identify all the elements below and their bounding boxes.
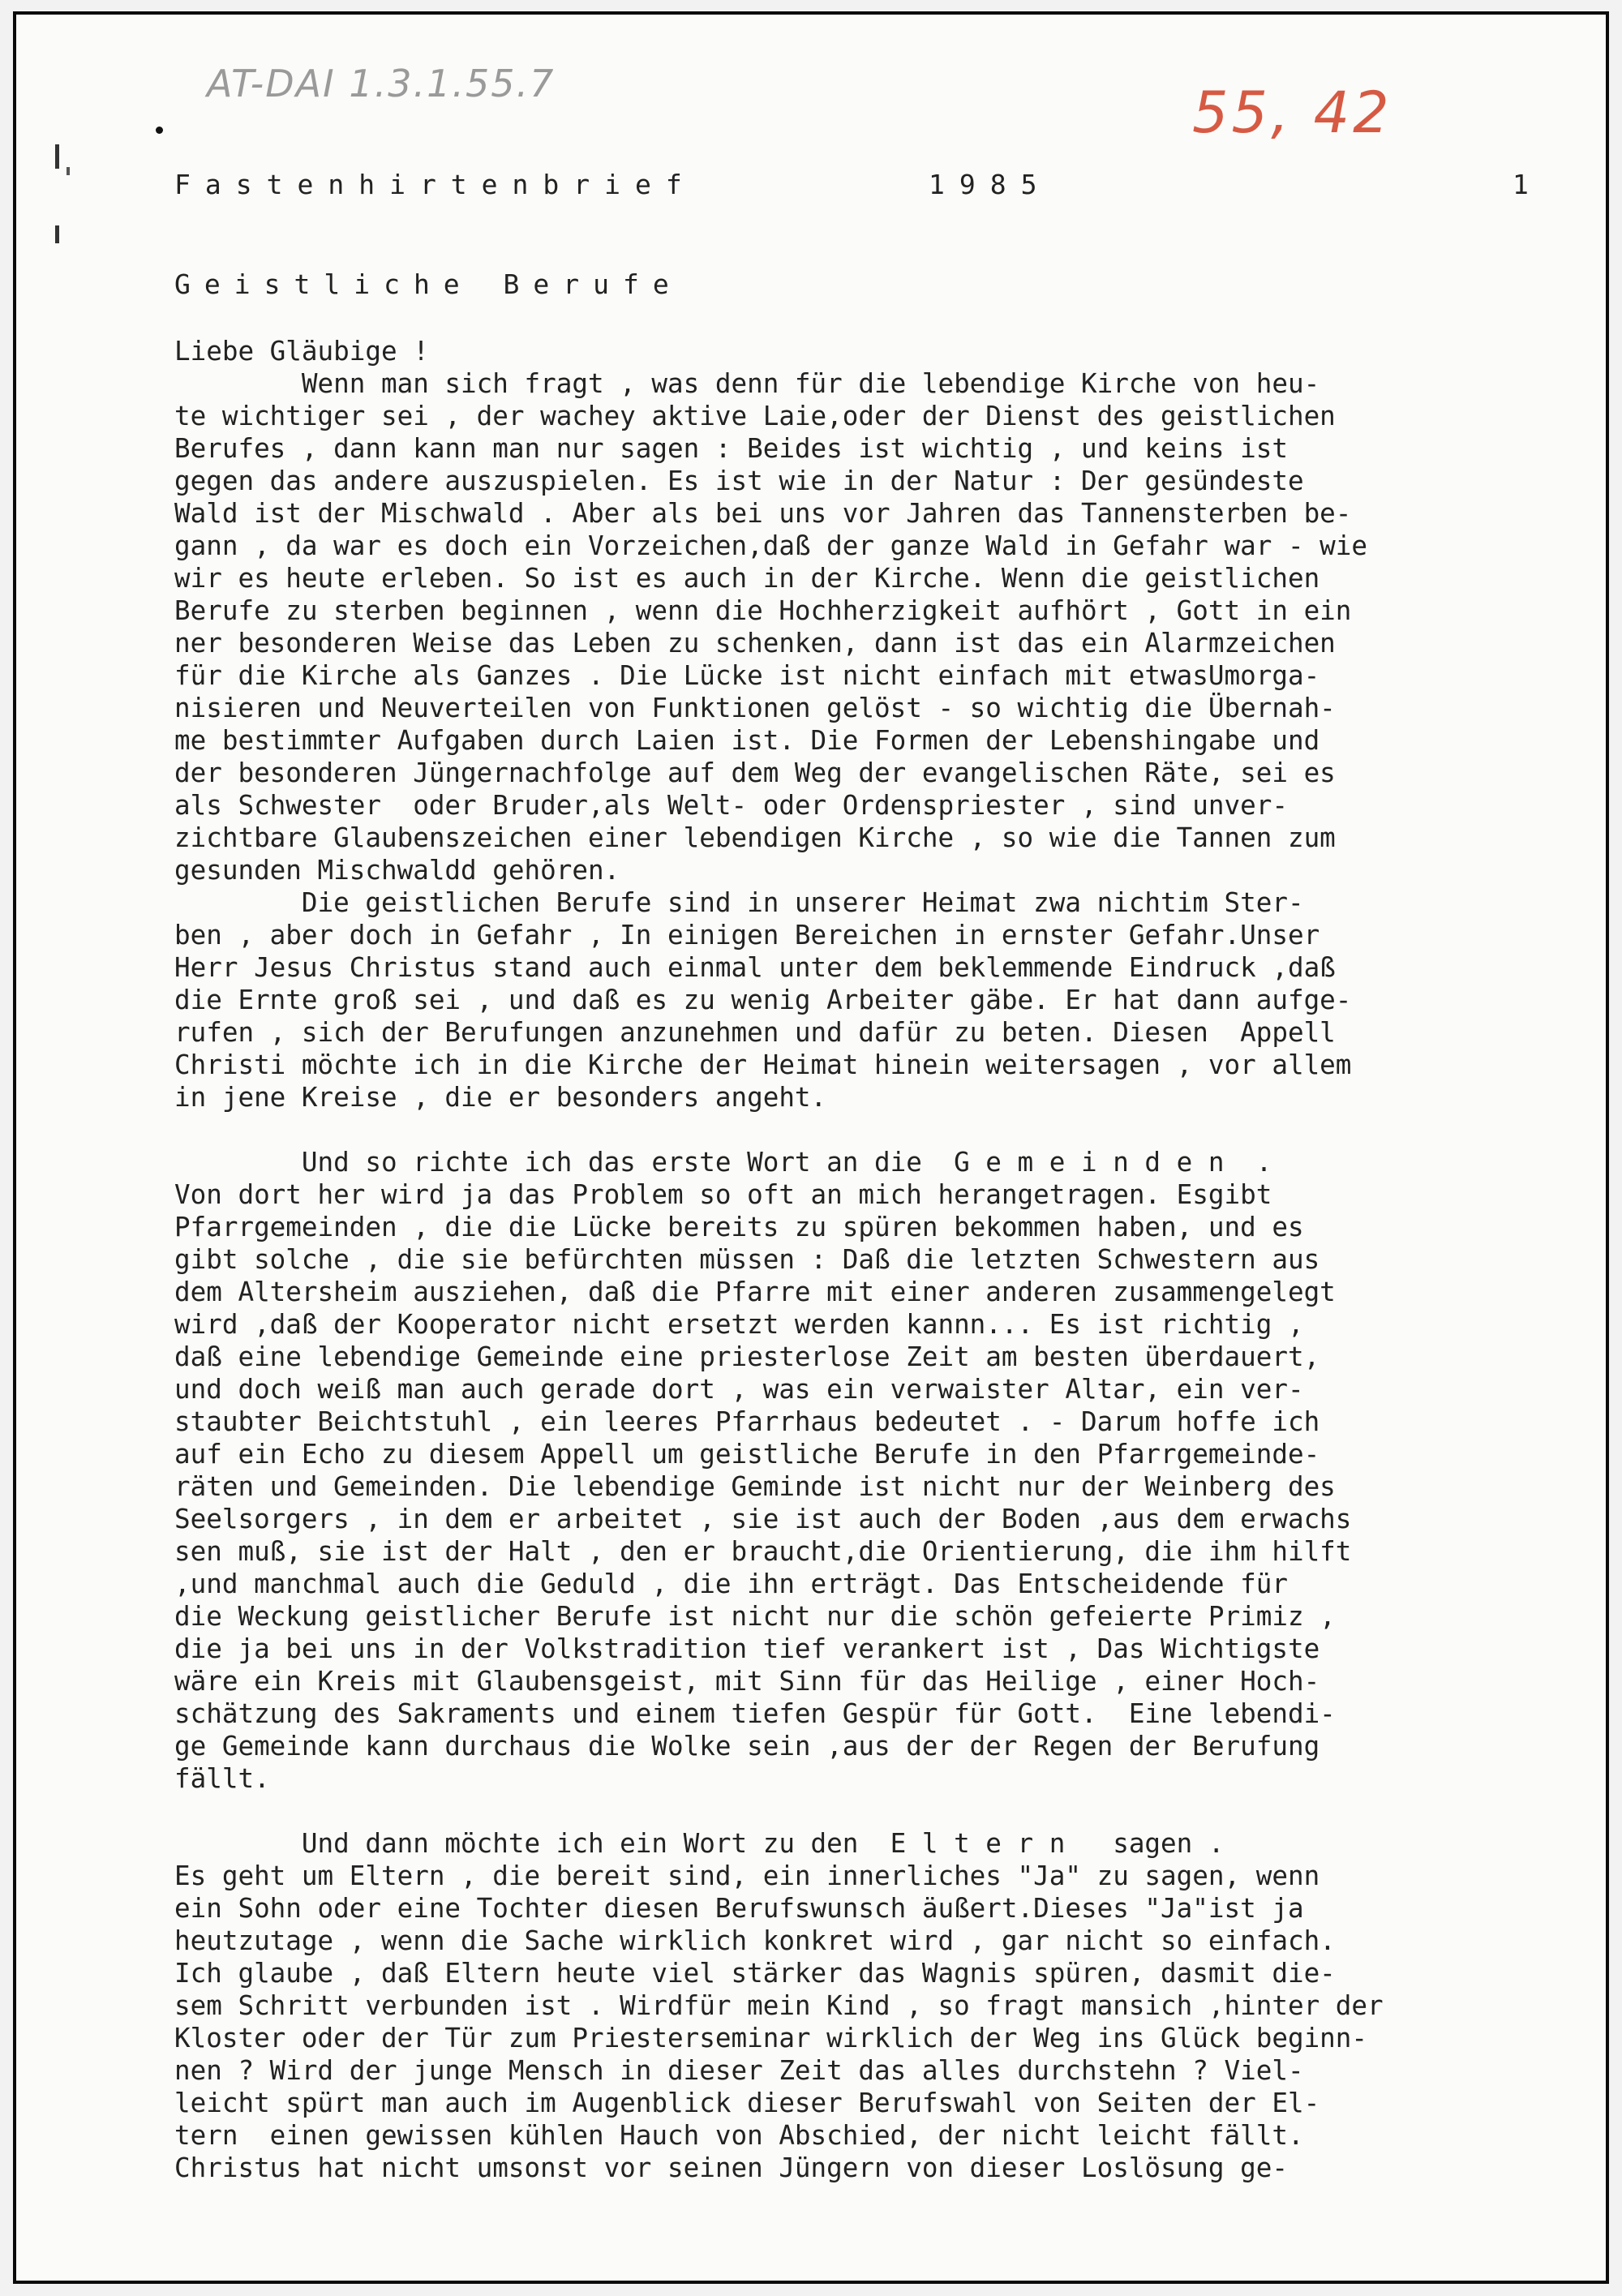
document-year: 1985	[929, 169, 1052, 200]
text-line: nen ? Wird der junge Mensch in dieser Zeit das alles durchstehn ? Viel-	[174, 2055, 1304, 2086]
ink-dot	[156, 127, 163, 134]
text-line: Kloster oder der Tür zum Priesterseminar wirklich der Weg ins Glück beginn-	[174, 2023, 1368, 2054]
page-number: 1	[1513, 169, 1529, 200]
text-line: Berufes , dann kann man nur sagen : Beides ist wichtig , und keins ist	[174, 433, 1288, 464]
text-line: wird ,daß der Kooperator nicht ersetzt werden kannn... Es ist richtig ,	[174, 1309, 1304, 1340]
text-line: ,und manchmal auch die Geduld , die ihn erträgt. Das Entscheidende für	[174, 1569, 1288, 1599]
text-line: Christi möchte ich in die Kirche der Heimat hinein weitersagen , vor allem	[174, 1049, 1352, 1080]
text-line: staubter Beichtstuhl , ein leeres Pfarrhaus bedeutet . - Darum hoffe ich	[174, 1406, 1320, 1437]
text-line: sem Schritt verbunden ist . Wirdfür mein Kind , so fragt mansich ,hinter der	[174, 1990, 1384, 2021]
text-line: der besonderen Jüngernachfolge auf dem Weg der evangelischen Räte, sei es	[174, 757, 1336, 788]
text-line: ben , aber doch in Gefahr , In einigen Bereichen in ernster Gefahr.Unser	[174, 920, 1320, 951]
text-line: gibt solche , die sie befürchten müssen : Daß die letzten Schwestern aus	[174, 1244, 1320, 1275]
text-line: dem Altersheim ausziehen, daß die Pfarre mit einer anderen zusammengelegt	[174, 1277, 1336, 1307]
text-line: gegen das andere auszuspielen. Es ist wie in der Natur : Der gesündeste	[174, 466, 1304, 496]
text-line: Wald ist der Mischwald . Aber als bei uns vor Jahren das Tannensterben be-	[174, 498, 1352, 529]
text-line: Und so richte ich das erste Wort an die G e m e i n d e n .	[174, 1147, 1272, 1178]
text-line: Ich glaube , daß Eltern heute viel stärker das Wagnis spüren, dasmit die-	[174, 1958, 1336, 1989]
text-line: Berufe zu sterben beginnen , wenn die Hochherzigkeit aufhört , Gott in ein	[174, 595, 1352, 626]
text-line: sen muß, sie ist der Halt , den er braucht,die Orientierung, die ihm hilft	[174, 1536, 1352, 1567]
text-line: Wenn man sich fragt , was denn für die lebendige Kirche von heu-	[174, 368, 1320, 399]
margin-mark	[67, 167, 70, 175]
text-line: ge Gemeinde kann durchaus die Wolke sein ,aus der der Regen der Berufung	[174, 1731, 1320, 1762]
text-line: Christus hat nicht umsonst vor seinen Jüngern von dieser Loslösung ge-	[174, 2152, 1288, 2183]
text-line: Seelsorgers , in dem er arbeitet , sie ist auch der Boden ,aus dem erwachs	[174, 1504, 1352, 1534]
text-line: nisieren und Neuverteilen von Funktionen gelöst - so wichtig die Übernah-	[174, 693, 1336, 723]
text-line: schätzung des Sakraments und einem tiefen Gespür für Gott. Eine lebendi-	[174, 1698, 1336, 1729]
text-line: die ja bei uns in der Volkstradition tief verankert ist , Das Wichtigste	[174, 1633, 1320, 1664]
text-line: die Ernte groß sei , und daß es zu wenig Arbeiter gäbe. Er hat dann aufge-	[174, 985, 1352, 1015]
text-line: heutzutage , wenn die Sache wirklich konkret wird , gar nicht so einfach.	[174, 1925, 1336, 1956]
document-subtitle: Geistliche Berufe	[174, 268, 683, 300]
text-line: als Schwester oder Bruder,als Welt- oder Ordenspriester , sind unver-	[174, 790, 1288, 821]
text-line: für die Kirche als Ganzes . Die Lücke ist nicht einfach mit etwasUmorga-	[174, 660, 1320, 691]
text-line	[174, 1114, 1609, 1146]
text-line: fällt.	[174, 1763, 270, 1794]
text-line	[174, 1795, 1609, 1827]
text-line: wir es heute erleben. So ist es auch in der Kirche. Wenn die geistlichen	[174, 563, 1320, 594]
document-title: Fastenhirtenbrief	[174, 169, 697, 200]
text-line: Herr Jesus Christus stand auch einmal unter dem beklemmende Eindruck ,daß	[174, 952, 1336, 983]
document-page	[13, 11, 1609, 2284]
text-line: in jene Kreise , die er besonders angeht.	[174, 1082, 827, 1113]
text-line: Es geht um Eltern , die bereit sind, ein innerliches "Ja" zu sagen, wenn	[174, 1860, 1320, 1891]
text-line: gann , da war es doch ein Vorzeichen,daß der ganze Wald in Gefahr war - wie	[174, 530, 1368, 561]
text-line: die Weckung geistlicher Berufe ist nicht nur die schön gefeierte Primiz ,	[174, 1601, 1336, 1632]
margin-mark	[55, 144, 59, 169]
text-line: daß eine lebendige Gemeinde eine priesterlose Zeit am besten überdauert,	[174, 1341, 1320, 1372]
text-line: wäre ein Kreis mit Glaubensgeist, mit Sinn für das Heilige , einer Hoch-	[174, 1666, 1320, 1697]
text-line: leicht spürt man auch im Augenblick dieser Berufswahl von Seiten der El-	[174, 2088, 1320, 2118]
text-line: zichtbare Glaubenszeichen einer lebendigen Kirche , so wie die Tannen zum	[174, 822, 1336, 853]
text-line: Die geistlichen Berufe sind in unserer Heimat zwa nichtim Ster-	[174, 887, 1304, 918]
text-line: me bestimmter Aufgaben durch Laien ist. Die Formen der Lebenshingabe und	[174, 725, 1320, 756]
text-line: Und dann möchte ich ein Wort zu den E l t e r n sagen .	[174, 1828, 1225, 1859]
text-line: Liebe Gläubige !	[174, 336, 429, 367]
text-line: gesunden Mischwaldd gehören.	[174, 855, 620, 886]
text-line: räten und Gemeinden. Die lebendige Geminde ist nicht nur der Weinberg des	[174, 1471, 1336, 1502]
text-line: ein Sohn oder eine Tochter diesen Berufswunsch äußert.Dieses "Ja"ist ja	[174, 1893, 1304, 1924]
text-line: te wichtiger sei , der wachey aktive Laie,oder der Dienst des geistlichen	[174, 401, 1336, 431]
text-line: ner besonderen Weise das Leben zu schenken, dann ist das ein Alarmzeichen	[174, 628, 1336, 659]
text-line: und doch weiß man auch gerade dort , was ein verwaister Altar, ein ver-	[174, 1374, 1304, 1405]
text-line: tern einen gewissen kühlen Hauch von Abschied, der nicht leicht fällt.	[174, 2120, 1304, 2151]
text-line: Von dort her wird ja das Problem so oft an mich herangetragen. Esgibt	[174, 1179, 1272, 1210]
archive-signature: AT-DAI 1.3.1.55.7	[207, 62, 556, 105]
letter-body	[174, 335, 1609, 2184]
text-line: rufen , sich der Berufungen anzunehmen und dafür zu beten. Diesen Appell	[174, 1017, 1336, 1048]
text-line: Pfarrgemeinden , die die Lücke bereits zu spüren bekommen haben, und es	[174, 1212, 1304, 1242]
margin-mark	[55, 225, 59, 243]
handwritten-page-mark: 55, 42	[1192, 79, 1392, 146]
text-line: auf ein Echo zu diesem Appell um geistliche Berufe in den Pfarrgemeinde-	[174, 1439, 1320, 1470]
